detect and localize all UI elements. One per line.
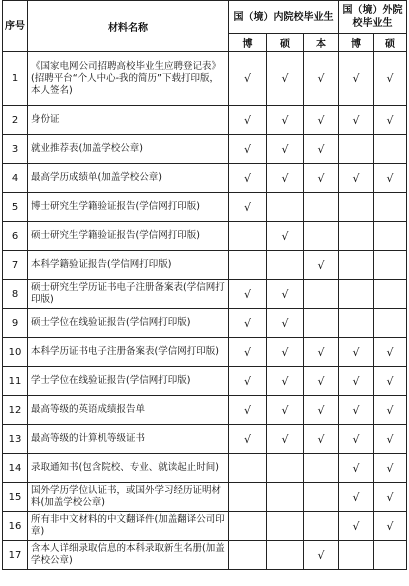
check-mark: √ [317, 258, 325, 272]
foreign-master-cell [374, 541, 407, 570]
foreign-phd-cell [339, 541, 374, 570]
table-row [3, 396, 407, 425]
check-mark: √ [317, 113, 325, 127]
material-name: 最高学历成绩单(加盖学校公章) [28, 164, 229, 193]
material-name: 所有非中文材料的中文翻译件(加盖翻译公司印章) [28, 512, 229, 541]
domestic-phd-cell [229, 512, 267, 541]
row-number: 15 [3, 483, 28, 512]
check-mark: √ [352, 461, 360, 475]
check-mark: √ [352, 72, 360, 85]
foreign-master-cell [374, 135, 407, 164]
material-name: 最高等级的英语成绩报告单 [28, 396, 229, 425]
check-mark: √ [243, 200, 251, 214]
check-mark: √ [243, 374, 251, 388]
check-mark: √ [352, 374, 360, 388]
seq-header: 序号 [3, 1, 28, 52]
domestic-master-cell [267, 164, 304, 193]
foreign-master-cell [374, 425, 407, 454]
domestic-bachelor-cell [304, 164, 339, 193]
domestic-phd-cell [229, 222, 267, 251]
row-number: 8 [3, 280, 28, 309]
domestic-phd-cell [229, 106, 267, 135]
check-mark: √ [352, 345, 360, 359]
material-name: 《国家电网公司招聘高校毕业生应聘登记表》(招聘平台“个人中心-我的简历”下载打印版，本人签名) [28, 52, 229, 106]
check-mark: √ [386, 461, 394, 475]
row-number: 5 [3, 193, 28, 222]
domestic-master-cell [267, 541, 304, 570]
domestic-phd-cell [229, 425, 267, 454]
domestic-phd-cell [229, 251, 267, 280]
material-name: 最高等级的计算机等级证书 [28, 425, 229, 454]
foreign-master-cell [374, 512, 407, 541]
foreign-phd-cell [339, 483, 374, 512]
domestic-phd-cell [229, 396, 267, 425]
domestic-phd-cell [229, 135, 267, 164]
foreign-phd-header: 博 [339, 34, 374, 52]
domestic-master-cell [267, 309, 304, 338]
requirements-table [2, 0, 407, 570]
domestic-bachelor-cell [304, 135, 339, 164]
material-name: 博士研究生学籍验证报告(学信网打印版) [28, 193, 229, 222]
foreign-phd-cell [339, 425, 374, 454]
row-number: 13 [3, 425, 28, 454]
table-row [3, 425, 407, 454]
row-number: 17 [3, 541, 28, 570]
row-number: 6 [3, 222, 28, 251]
row-number: 7 [3, 251, 28, 280]
row-number: 4 [3, 164, 28, 193]
check-mark: √ [317, 142, 325, 156]
domestic-master-cell [267, 338, 304, 367]
check-mark: √ [281, 374, 289, 388]
domestic-bachelor-cell [304, 251, 339, 280]
foreign-header: 国（境）外院校毕业生 [339, 1, 407, 34]
domestic-bachelor-cell [304, 52, 339, 106]
check-mark: √ [352, 432, 360, 446]
check-mark: √ [243, 72, 251, 85]
row-number: 3 [3, 135, 28, 164]
table-row [3, 454, 407, 483]
foreign-phd-cell [339, 454, 374, 483]
foreign-master-cell [374, 251, 407, 280]
table-row [3, 135, 407, 164]
foreign-master-cell [374, 483, 407, 512]
foreign-master-cell [374, 106, 407, 135]
check-mark: √ [352, 171, 360, 185]
foreign-master-header: 硕 [374, 34, 407, 52]
header-row-top [3, 1, 407, 34]
foreign-master-cell [374, 309, 407, 338]
check-mark: √ [386, 374, 394, 388]
domestic-master-cell [267, 52, 304, 106]
foreign-master-cell [374, 164, 407, 193]
row-number: 2 [3, 106, 28, 135]
check-mark: √ [386, 345, 394, 359]
table-row [3, 338, 407, 367]
foreign-master-cell [374, 338, 407, 367]
domestic-bachelor-cell [304, 106, 339, 135]
check-mark: √ [352, 403, 360, 417]
domestic-master-cell [267, 222, 304, 251]
row-number: 11 [3, 367, 28, 396]
domestic-bachelor-cell [304, 309, 339, 338]
table-row [3, 309, 407, 338]
foreign-phd-cell [339, 338, 374, 367]
table-row [3, 222, 407, 251]
check-mark: √ [352, 490, 360, 504]
table-row [3, 541, 407, 570]
foreign-phd-cell [339, 280, 374, 309]
domestic-master-header: 硕 [267, 34, 304, 52]
foreign-master-cell [374, 454, 407, 483]
check-mark: √ [281, 345, 289, 359]
domestic-master-cell [267, 280, 304, 309]
foreign-phd-cell [339, 367, 374, 396]
domestic-bachelor-cell [304, 541, 339, 570]
domestic-header: 国（境）内院校毕业生 [229, 1, 339, 34]
check-mark: √ [317, 171, 325, 185]
domestic-bachelor-cell [304, 367, 339, 396]
material-name: 硕士研究生学历证书电子注册备案表(学信网打印版) [28, 280, 229, 309]
check-mark: √ [243, 113, 251, 127]
check-mark: √ [386, 113, 394, 127]
row-number: 1 [3, 52, 28, 106]
domestic-phd-header: 博 [229, 34, 267, 52]
domestic-bachelor-cell [304, 454, 339, 483]
check-mark: √ [386, 72, 394, 85]
material-header: 材料名称 [28, 1, 229, 52]
domestic-master-cell [267, 135, 304, 164]
foreign-phd-cell [339, 396, 374, 425]
domestic-phd-cell [229, 52, 267, 106]
domestic-phd-cell [229, 338, 267, 367]
material-name: 本科学籍验证报告(学信网打印版) [28, 251, 229, 280]
domestic-master-cell [267, 512, 304, 541]
foreign-master-cell [374, 222, 407, 251]
check-mark: √ [281, 287, 289, 301]
foreign-phd-cell [339, 164, 374, 193]
check-mark: √ [317, 345, 325, 359]
check-mark: √ [317, 72, 325, 85]
check-mark: √ [317, 548, 325, 562]
check-mark: √ [243, 287, 251, 301]
row-number: 9 [3, 309, 28, 338]
material-name: 录取通知书(包含院校、专业、就读起止时间) [28, 454, 229, 483]
domestic-bachelor-cell [304, 396, 339, 425]
material-name: 学士学位在线验证报告(学信网打印版) [28, 367, 229, 396]
domestic-bachelor-cell [304, 425, 339, 454]
table-row [3, 106, 407, 135]
material-name: 国外学历学位认证书，或国外学习经历证明材料(加盖学校公章) [28, 483, 229, 512]
foreign-phd-cell [339, 512, 374, 541]
domestic-master-cell [267, 106, 304, 135]
domestic-phd-cell [229, 164, 267, 193]
domestic-master-cell [267, 425, 304, 454]
check-mark: √ [281, 72, 289, 85]
table-body [3, 52, 407, 570]
check-mark: √ [243, 142, 251, 156]
material-name: 硕士研究生学籍验证报告(学信网打印版) [28, 222, 229, 251]
check-mark: √ [281, 171, 289, 185]
domestic-master-cell [267, 367, 304, 396]
check-mark: √ [352, 113, 360, 127]
domestic-phd-cell [229, 309, 267, 338]
foreign-master-cell [374, 193, 407, 222]
row-number: 16 [3, 512, 28, 541]
domestic-phd-cell [229, 193, 267, 222]
check-mark: √ [243, 171, 251, 185]
check-mark: √ [281, 432, 289, 446]
check-mark: √ [317, 374, 325, 388]
check-mark: √ [352, 519, 360, 533]
row-number: 12 [3, 396, 28, 425]
check-mark: √ [243, 432, 251, 446]
domestic-phd-cell [229, 483, 267, 512]
domestic-bachelor-header: 本 [304, 34, 339, 52]
domestic-bachelor-cell [304, 222, 339, 251]
domestic-phd-cell [229, 280, 267, 309]
foreign-phd-cell [339, 106, 374, 135]
row-number: 14 [3, 454, 28, 483]
domestic-master-cell [267, 483, 304, 512]
domestic-master-cell [267, 193, 304, 222]
check-mark: √ [317, 403, 325, 417]
domestic-master-cell [267, 454, 304, 483]
check-mark: √ [281, 113, 289, 127]
domestic-bachelor-cell [304, 338, 339, 367]
domestic-bachelor-cell [304, 280, 339, 309]
check-mark: √ [281, 316, 289, 330]
foreign-master-cell [374, 280, 407, 309]
table-row [3, 193, 407, 222]
check-mark: √ [243, 345, 251, 359]
material-name: 含本人详细录取信息的本科录取新生名册(加盖学校公章) [28, 541, 229, 570]
domestic-phd-cell [229, 541, 267, 570]
material-name: 就业推荐表(加盖学校公章) [28, 135, 229, 164]
foreign-phd-cell [339, 251, 374, 280]
table-row [3, 512, 407, 541]
check-mark: √ [281, 403, 289, 417]
material-name: 硕士学位在线验证报告(学信网打印版) [28, 309, 229, 338]
foreign-phd-cell [339, 222, 374, 251]
foreign-master-cell [374, 52, 407, 106]
check-mark: √ [386, 432, 394, 446]
foreign-phd-cell [339, 52, 374, 106]
table-row [3, 164, 407, 193]
check-mark: √ [386, 171, 394, 185]
check-mark: √ [243, 316, 251, 330]
foreign-master-cell [374, 367, 407, 396]
table-row [3, 483, 407, 512]
domestic-master-cell [267, 396, 304, 425]
table-row [3, 52, 407, 106]
check-mark: √ [386, 403, 394, 417]
check-mark: √ [243, 403, 251, 417]
domestic-bachelor-cell [304, 483, 339, 512]
foreign-phd-cell [339, 309, 374, 338]
check-mark: √ [281, 229, 289, 243]
foreign-master-cell [374, 396, 407, 425]
table-row [3, 280, 407, 309]
domestic-bachelor-cell [304, 512, 339, 541]
material-name: 身份证 [28, 106, 229, 135]
check-mark: √ [386, 519, 394, 533]
domestic-phd-cell [229, 454, 267, 483]
domestic-phd-cell [229, 367, 267, 396]
domestic-bachelor-cell [304, 193, 339, 222]
table-row [3, 367, 407, 396]
check-mark: √ [386, 490, 394, 504]
foreign-phd-cell [339, 135, 374, 164]
table-row [3, 251, 407, 280]
row-number: 10 [3, 338, 28, 367]
domestic-master-cell [267, 251, 304, 280]
material-name: 本科学历证书电子注册备案表(学信网打印版) [28, 338, 229, 367]
foreign-phd-cell [339, 193, 374, 222]
check-mark: √ [317, 432, 325, 446]
check-mark: √ [281, 142, 289, 156]
